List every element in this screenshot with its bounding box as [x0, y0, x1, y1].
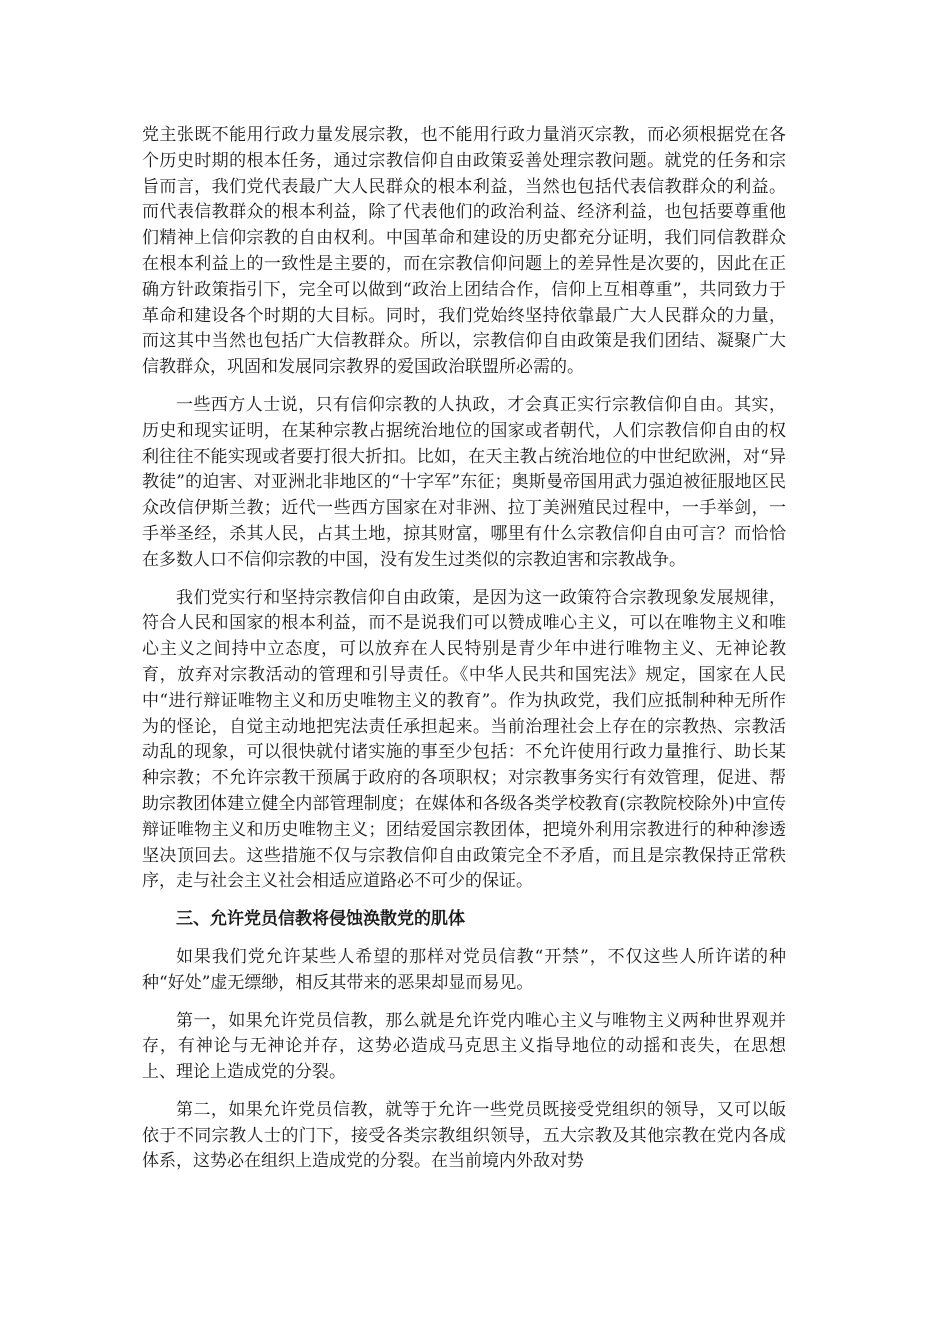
- paragraph-6: 第二，如果允许党员信教，就等于允许一些党员既接受党组织的领导，又可以皈依于不同宗教人士的门下，接受各类宗教组织领导，五大宗教及其他宗教在党内各成体系，这势必在组织上造成党的分裂。在当前境内外敌对势: [142, 1099, 786, 1172]
- paragraph-2: 一些西方人士说，只有信仰宗教的人执政，才会真正实行宗教信仰自由。其实，历史和现实证明，在某种宗教占据统治地位的国家或者朝代，人们宗教信仰自由的权利往往不能实现或者要打很大折扣。比如，在天主教占统治地位的中世纪欧洲，对“异教徒”的迫害、对亚洲北非地区的“十字军”东征；奥斯曼帝国用武力强迫被征服地区民众改信伊斯兰教；近代一些西方国家在对非洲、拉丁美洲殖民过程中，一手举剑，一手举圣经，杀其人民，占其土地，掠其财富，哪里有什么宗教信仰自由可言？而恰恰在多数人口不信仰宗教的中国，没有发生过类似的宗教迫害和宗教战争。: [142, 394, 786, 570]
- document-page: [142, 123, 786, 1187]
- paragraph-5: 第一，如果允许党员信教，那么就是允许党内唯心主义与唯物主义两种世界观并存，有神论与无神论并存，这势必造成马克思主义指导地位的动摇和丧失，在思想上、理论上造成党的分裂。: [142, 1010, 786, 1083]
- paragraph-1: 党主张既不能用行政力量发展宗教，也不能用行政力量消灭宗教，而必须根据党在各个历史时期的根本任务，通过宗教信仰自由政策妥善处理宗教问题。就党的任务和宗旨而言，我们党代表最广大人民群众的根本利益，当然也包括代表信教群众的利益。而代表信教群众的根本利益，除了代表他们的政治利益、经济利益，也包括要尊重他们精神上信仰宗教的自由权利。中国革命和建设的历史都充分证明，我们同信教群众在根本利益上的一致性是主要的，而在宗教信仰问题上的差异性是次要的，因此在正确方针政策指引下，完全可以做到“政治上团结合作，信仰上互相尊重”，共同致力于革命和建设各个时期的大目标。同时，我们党始终坚持依靠最广大人民群众的力量，而这其中当然也包括广大信教群众。所以，宗教信仰自由政策是我们团结、凝聚广大信教群众，巩固和发展同宗教界的爱国政治联盟所必需的。: [142, 125, 786, 378]
- paragraph-4: 如果我们党允许某些人希望的那样对党员信教“开禁”，不仅这些人所许诺的种种“好处”虚无缥缈，相反其带来的恶果却显而易见。: [142, 946, 786, 993]
- paragraph-3: 我们党实行和坚持宗教信仰自由政策，是因为这一政策符合宗教现象发展规律，符合人民和国家的根本利益，而不是说我们可以赞成唯心主义，可以在唯物主义和唯心主义之间持中立态度，可以放弃在人民特别是青少年中进行唯物主义、无神论教育，放弃对宗教活动的管理和引导责任。《中华人民共和国宪法》规定，国家在人民中“进行辩证唯物主义和历史唯物主义的教育”。作为执政党，我们应抵制种种无所作为的怪论，自觉主动地把宪法责任承担起来。当前治理社会上存在的宗教热、宗教活动乱的现象，可以很快就付诸实施的事至少包括：不允许使用行政力量推行、助长某种宗教；不允许宗教干预属于政府的各项职权；对宗教事务实行有效管理，促进、帮助宗教团体建立健全内部管理制度；在媒体和各级各类学校教育(宗教院校除外)中宣传辩证唯物主义和历史唯物主义；团结爱国宗教团体，把境外利用宗教进行的种种渗透坚决顶回去。这些措施不仅与宗教信仰自由政策完全不矛盾，而且是宗教保持正常秩序，走与社会主义社会相适应道路必不可少的保证。: [142, 587, 786, 892]
- section-heading: 三、允许党员信教将侵蚀涣散党的肌体: [176, 909, 465, 930]
